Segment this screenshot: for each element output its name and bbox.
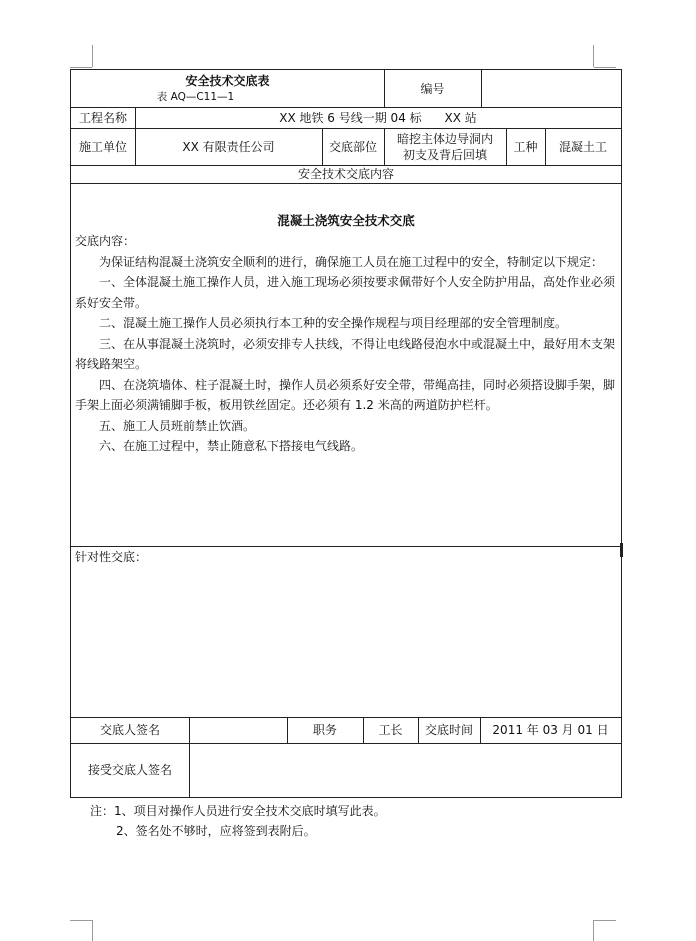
- content-area[interactable]: [71, 183, 621, 546]
- trade-value[interactable]: 混凝土工: [558, 139, 607, 154]
- notes: [90, 801, 386, 841]
- note-2: 2、签名处不够时，应将签到表附后。: [116, 824, 316, 838]
- paragraph-intro: 为保证结构混凝土浇筑安全顺利的进行，确保施工人员在施工过程中的安全，特制定以下规定：: [99, 254, 604, 269]
- paragraph-1: 一、全体混凝土施工操作人员，进入施工现场必须按要求佩带好个人安全防护用品，高处作业必须系好安全带。: [75, 275, 616, 310]
- paragraph-2: 二、混凝土施工操作人员必须执行本工种的安全操作规程与项目经理部的安全管理制度。: [99, 316, 568, 330]
- intro-label: 交底内容：: [75, 234, 136, 248]
- crop-mark-top-right-h: [594, 67, 616, 68]
- number-value[interactable]: [481, 70, 621, 107]
- position-label: 职务: [312, 723, 337, 737]
- paragraph-4: 四、在浇筑墙体、柱子混凝土时，操作人员必须系好安全带，带绳高挂，同时必须搭设脚手架，脚手架上面必须满铺脚手板，板用铁丝固定。还必须有 1.2 米高的两道防护栏杆。: [75, 377, 616, 412]
- giver-signature-field[interactable]: [189, 717, 287, 743]
- content-title: 混凝土浇筑安全技术交底: [277, 213, 415, 228]
- position-value[interactable]: 工长: [378, 723, 403, 737]
- part-value-line2: 初支及背后回填: [402, 147, 487, 162]
- section-header: 安全技术交底内容: [297, 167, 394, 181]
- project-name-label: 工程名称: [78, 110, 127, 125]
- crop-mark-bottom-right-v: [593, 920, 594, 941]
- note-1: 注：1、项目对操作人员进行安全技术交底时填写此表。: [90, 804, 386, 818]
- giver-label: 交底人签名: [99, 723, 160, 737]
- targeted-label: 针对性交底：: [75, 550, 148, 564]
- margin-marker: [620, 543, 623, 557]
- trade-label: 工种: [513, 139, 538, 154]
- crop-mark-top-left-h: [70, 67, 92, 68]
- number-label: 编号: [420, 81, 445, 96]
- crop-mark-bottom-left-h: [70, 920, 92, 921]
- part-label: 交底部位: [328, 139, 377, 154]
- paragraph-6: 六、在施工过程中，禁止随意私下搭接电气线路。: [99, 439, 364, 453]
- receiver-signature-field[interactable]: [189, 743, 621, 797]
- receiver-label: 接受交底人签名: [87, 763, 172, 777]
- time-value[interactable]: 2011 年 03 月 01 日: [492, 723, 609, 737]
- part-value[interactable]: [384, 128, 506, 165]
- crop-mark-bottom-right-h: [594, 920, 616, 921]
- safety-briefing-form: [70, 69, 622, 798]
- content-body: [75, 231, 617, 457]
- crop-mark-top-left-v: [92, 45, 93, 67]
- project-name-value[interactable]: XX 地铁 6 号线一期 04 标 XX 站: [279, 110, 477, 125]
- paragraph-5: 五、施工人员班前禁止饮酒。: [99, 418, 256, 433]
- unit-value[interactable]: XX 有限责任公司: [182, 139, 275, 154]
- form-title: 安全技术交底表: [185, 73, 270, 88]
- form-title-block: [71, 70, 384, 107]
- paragraph-3: 三、在从事混凝土浇筑时，必须安排专人扶线，不得让电线路侵泡水中或混凝土中，最好用木支架将线路架空。: [75, 336, 616, 371]
- unit-label: 施工单位: [78, 139, 127, 154]
- crop-mark-top-right-v: [593, 45, 594, 67]
- crop-mark-bottom-left-v: [92, 920, 93, 941]
- targeted-area[interactable]: [71, 546, 621, 717]
- time-label: 交底时间: [424, 723, 473, 737]
- part-value-line1: 暗挖主体边导洞内: [396, 131, 493, 146]
- form-code: 表 AQ—C11—1: [156, 90, 235, 103]
